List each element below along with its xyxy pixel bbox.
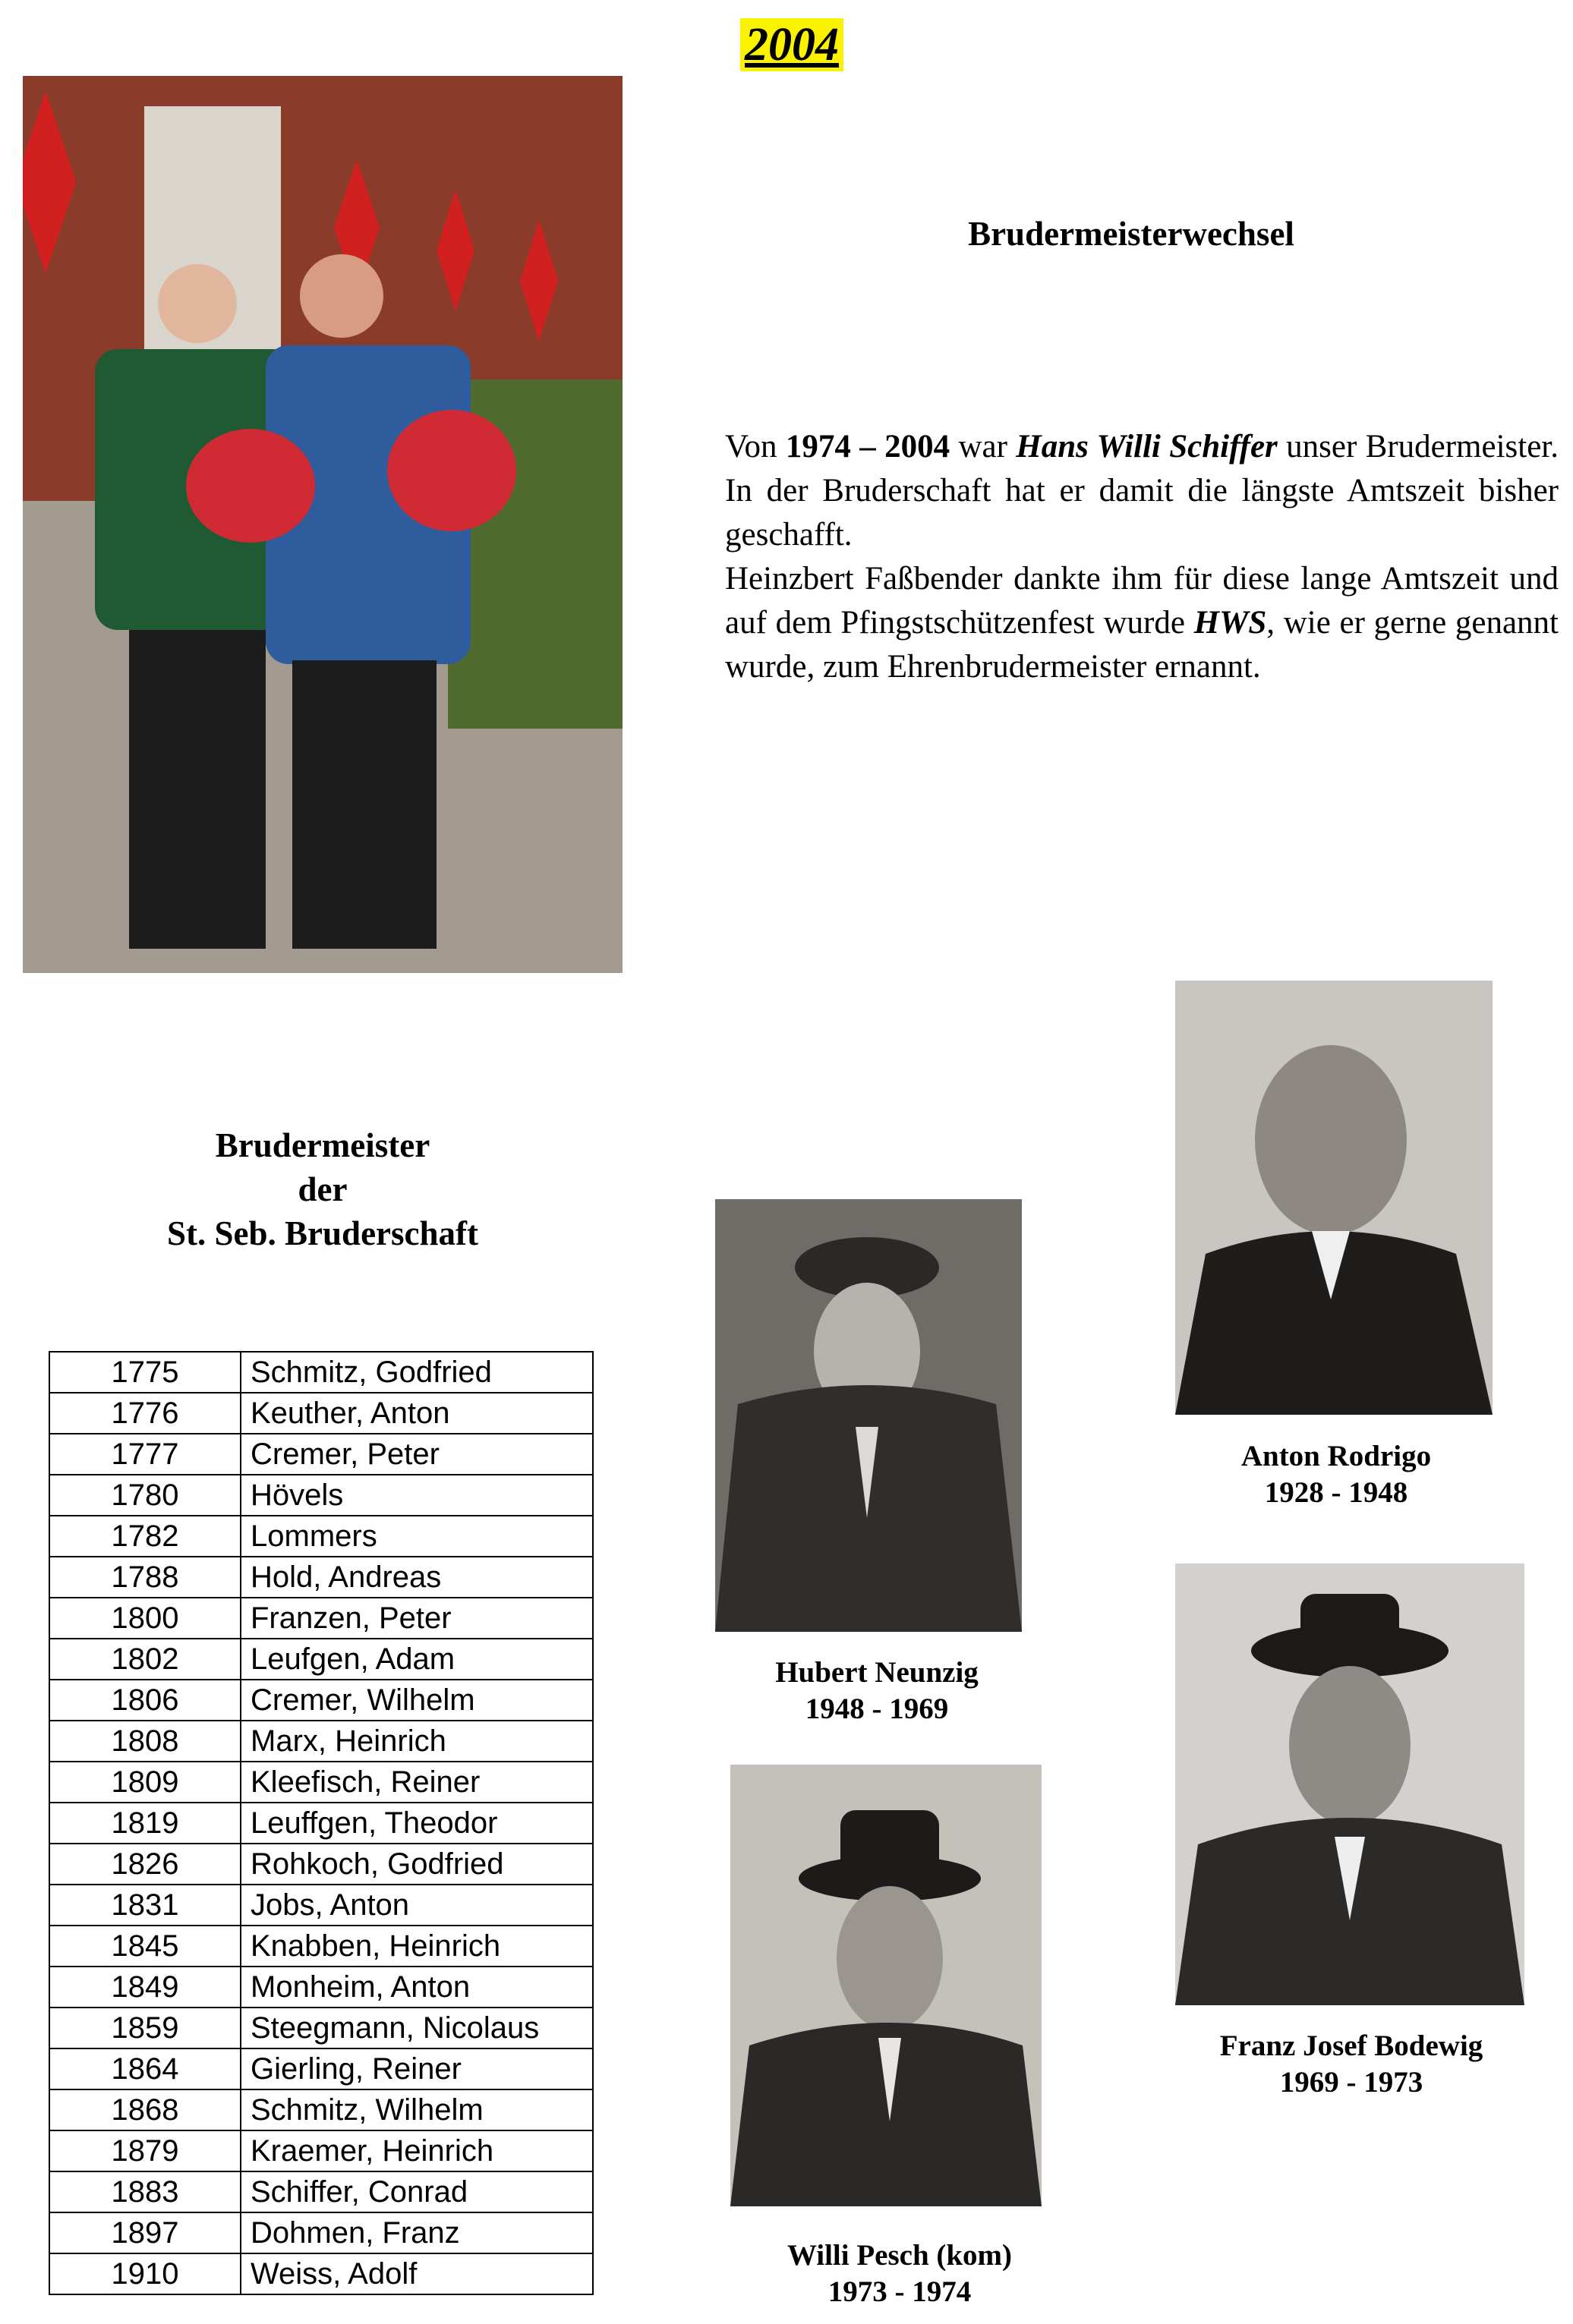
- member-year: 1859: [49, 2008, 241, 2048]
- member-name: Franzen, Peter: [241, 1598, 593, 1639]
- portrait-willi-pesch-drawing: [730, 1765, 1042, 2206]
- member-year: 1780: [49, 1475, 241, 1516]
- table-row: [49, 2008, 593, 2048]
- intro-paragraph-1: [725, 425, 1559, 557]
- member-year: 1845: [49, 1926, 241, 1967]
- member-name: Jobs, Anton: [241, 1885, 593, 1926]
- caption-hubert-neunzig-years: 1948 - 1969: [805, 1693, 949, 1725]
- table-row: [49, 1885, 593, 1926]
- intro-abbreviation: HWS: [1193, 605, 1267, 641]
- table-row: [49, 1475, 593, 1516]
- member-year: 1868: [49, 2089, 241, 2130]
- table-row: [49, 1967, 593, 2008]
- table-row: [49, 2130, 593, 2171]
- member-name: Monheim, Anton: [241, 1967, 593, 2008]
- member-name: Keuther, Anton: [241, 1393, 593, 1434]
- table-row: [49, 2171, 593, 2212]
- caption-franz-josef-bodewig-years: 1969 - 1973: [1279, 2066, 1423, 2099]
- intro-year-to: 2004: [884, 429, 950, 464]
- member-year: 1808: [49, 1721, 241, 1762]
- table-row: [49, 1557, 593, 1598]
- member-year: 1800: [49, 1598, 241, 1639]
- intro-text-fragment: Von: [725, 429, 786, 464]
- member-year: 1897: [49, 2212, 241, 2253]
- table-row: [49, 1762, 593, 1803]
- member-year: 1782: [49, 1516, 241, 1557]
- member-name: Kraemer, Heinrich: [241, 2130, 593, 2171]
- table-row: [49, 1598, 593, 1639]
- member-year: 1819: [49, 1803, 241, 1844]
- table-row: [49, 1434, 593, 1475]
- intro-text-fragment: , wie er gerne genannt wurde, zum Ehrenbrudermeister ernannt.: [725, 605, 1559, 685]
- member-name: Steegmann, Nicolaus: [241, 2008, 593, 2048]
- member-year: 1826: [49, 1844, 241, 1885]
- member-name: Leuffgen, Theodor: [241, 1803, 593, 1844]
- member-name: Schmitz, Godfried: [241, 1352, 593, 1393]
- caption-willi-pesch-name: Willi Pesch (kom): [786, 2239, 1013, 2272]
- table-row: [49, 1639, 593, 1680]
- table-row: [49, 1352, 593, 1393]
- caption-anton-rodrigo: [1154, 1438, 1518, 1511]
- member-name: Rohkoch, Godfried: [241, 1844, 593, 1885]
- member-year: 1775: [49, 1352, 241, 1393]
- list-title: [99, 1123, 547, 1255]
- portrait-franz-josef-bodewig-drawing: [1175, 1564, 1524, 2005]
- caption-hubert-neunzig: [725, 1655, 1029, 1727]
- member-year: 1910: [49, 2253, 241, 2294]
- member-year: 1777: [49, 1434, 241, 1475]
- member-name: Kleefisch, Reiner: [241, 1762, 593, 1803]
- portrait-hubert-neunzig: [715, 1199, 1022, 1632]
- table-row: [49, 1680, 593, 1721]
- list-title-line-1: Brudermeister: [215, 1126, 430, 1164]
- portrait-anton-rodrigo: [1175, 981, 1493, 1415]
- year-heading: 2004: [740, 18, 843, 71]
- member-name: Cremer, Peter: [241, 1434, 593, 1475]
- member-year: 1831: [49, 1885, 241, 1926]
- member-name: Leufgen, Adam: [241, 1639, 593, 1680]
- table-row: [49, 1803, 593, 1844]
- table-row: [49, 2048, 593, 2089]
- table-row: [49, 2089, 593, 2130]
- member-year: 1776: [49, 1393, 241, 1434]
- list-title-line-3: St. Seb. Bruderschaft: [166, 1214, 478, 1252]
- member-year: 1788: [49, 1557, 241, 1598]
- caption-franz-josef-bodewig: [1169, 2028, 1534, 2101]
- member-year: 1883: [49, 2171, 241, 2212]
- table-row: [49, 1516, 593, 1557]
- caption-willi-pesch-years: 1973 - 1974: [827, 2275, 972, 2308]
- handover-photo-drawing: [23, 76, 623, 973]
- table-row: [49, 1926, 593, 1967]
- member-year: 1849: [49, 1967, 241, 2008]
- table-row: [49, 2212, 593, 2253]
- portrait-willi-pesch: [730, 1765, 1042, 2206]
- intro-text-fragment: Heinzbert Faßbender dankte ihm für diese lange Amtszeit und auf dem Pfingstschützenfest wurde: [725, 561, 1559, 641]
- member-name: Weiss, Adolf: [241, 2253, 593, 2294]
- section-title: Brudermeisterwechsel: [968, 215, 1294, 253]
- member-name: Marx, Heinrich: [241, 1721, 593, 1762]
- caption-anton-rodrigo-name: Anton Rodrigo: [1240, 1440, 1432, 1472]
- handover-photo: [23, 76, 623, 973]
- member-year: 1864: [49, 2048, 241, 2089]
- caption-anton-rodrigo-years: 1928 - 1948: [1264, 1476, 1408, 1509]
- member-name: Schmitz, Wilhelm: [241, 2089, 593, 2130]
- table-row: [49, 1721, 593, 1762]
- brudermeister-table: [49, 1351, 594, 2295]
- member-year: 1802: [49, 1639, 241, 1680]
- table-row: [49, 1844, 593, 1885]
- portrait-hubert-neunzig-drawing: [715, 1199, 1022, 1632]
- brudermeister-table-body: [49, 1352, 593, 2294]
- caption-hubert-neunzig-name: Hubert Neunzig: [775, 1656, 979, 1689]
- intro-honoree-name: Hans Willi Schiffer: [1016, 429, 1278, 464]
- member-name: Gierling, Reiner: [241, 2048, 593, 2089]
- intro-text-fragment: unser Brudermeister. In der Bruderschaft hat er damit die längste Amtszeit bisher geschafft.: [725, 429, 1559, 553]
- member-name: Hövels: [241, 1475, 593, 1516]
- portrait-anton-rodrigo-drawing: [1175, 981, 1493, 1415]
- member-name: Lommers: [241, 1516, 593, 1557]
- member-year: 1879: [49, 2130, 241, 2171]
- intro-year-from: 1974: [785, 429, 851, 464]
- caption-willi-pesch: [748, 2237, 1051, 2310]
- intro-dash: –: [850, 429, 885, 464]
- portrait-franz-josef-bodewig: [1175, 1564, 1524, 2005]
- intro-text-fragment: war: [950, 429, 1017, 464]
- list-title-line-2: der: [298, 1170, 348, 1208]
- member-year: 1809: [49, 1762, 241, 1803]
- member-name: Schiffer, Conrad: [241, 2171, 593, 2212]
- caption-franz-josef-bodewig-name: Franz Josef Bodewig: [1219, 2030, 1483, 2062]
- member-year: 1806: [49, 1680, 241, 1721]
- intro-text: [725, 425, 1559, 689]
- table-row: [49, 2253, 593, 2294]
- member-name: Knabben, Heinrich: [241, 1926, 593, 1967]
- member-name: Dohmen, Franz: [241, 2212, 593, 2253]
- member-name: Hold, Andreas: [241, 1557, 593, 1598]
- table-row: [49, 1393, 593, 1434]
- intro-paragraph-2: [725, 557, 1559, 689]
- member-name: Cremer, Wilhelm: [241, 1680, 593, 1721]
